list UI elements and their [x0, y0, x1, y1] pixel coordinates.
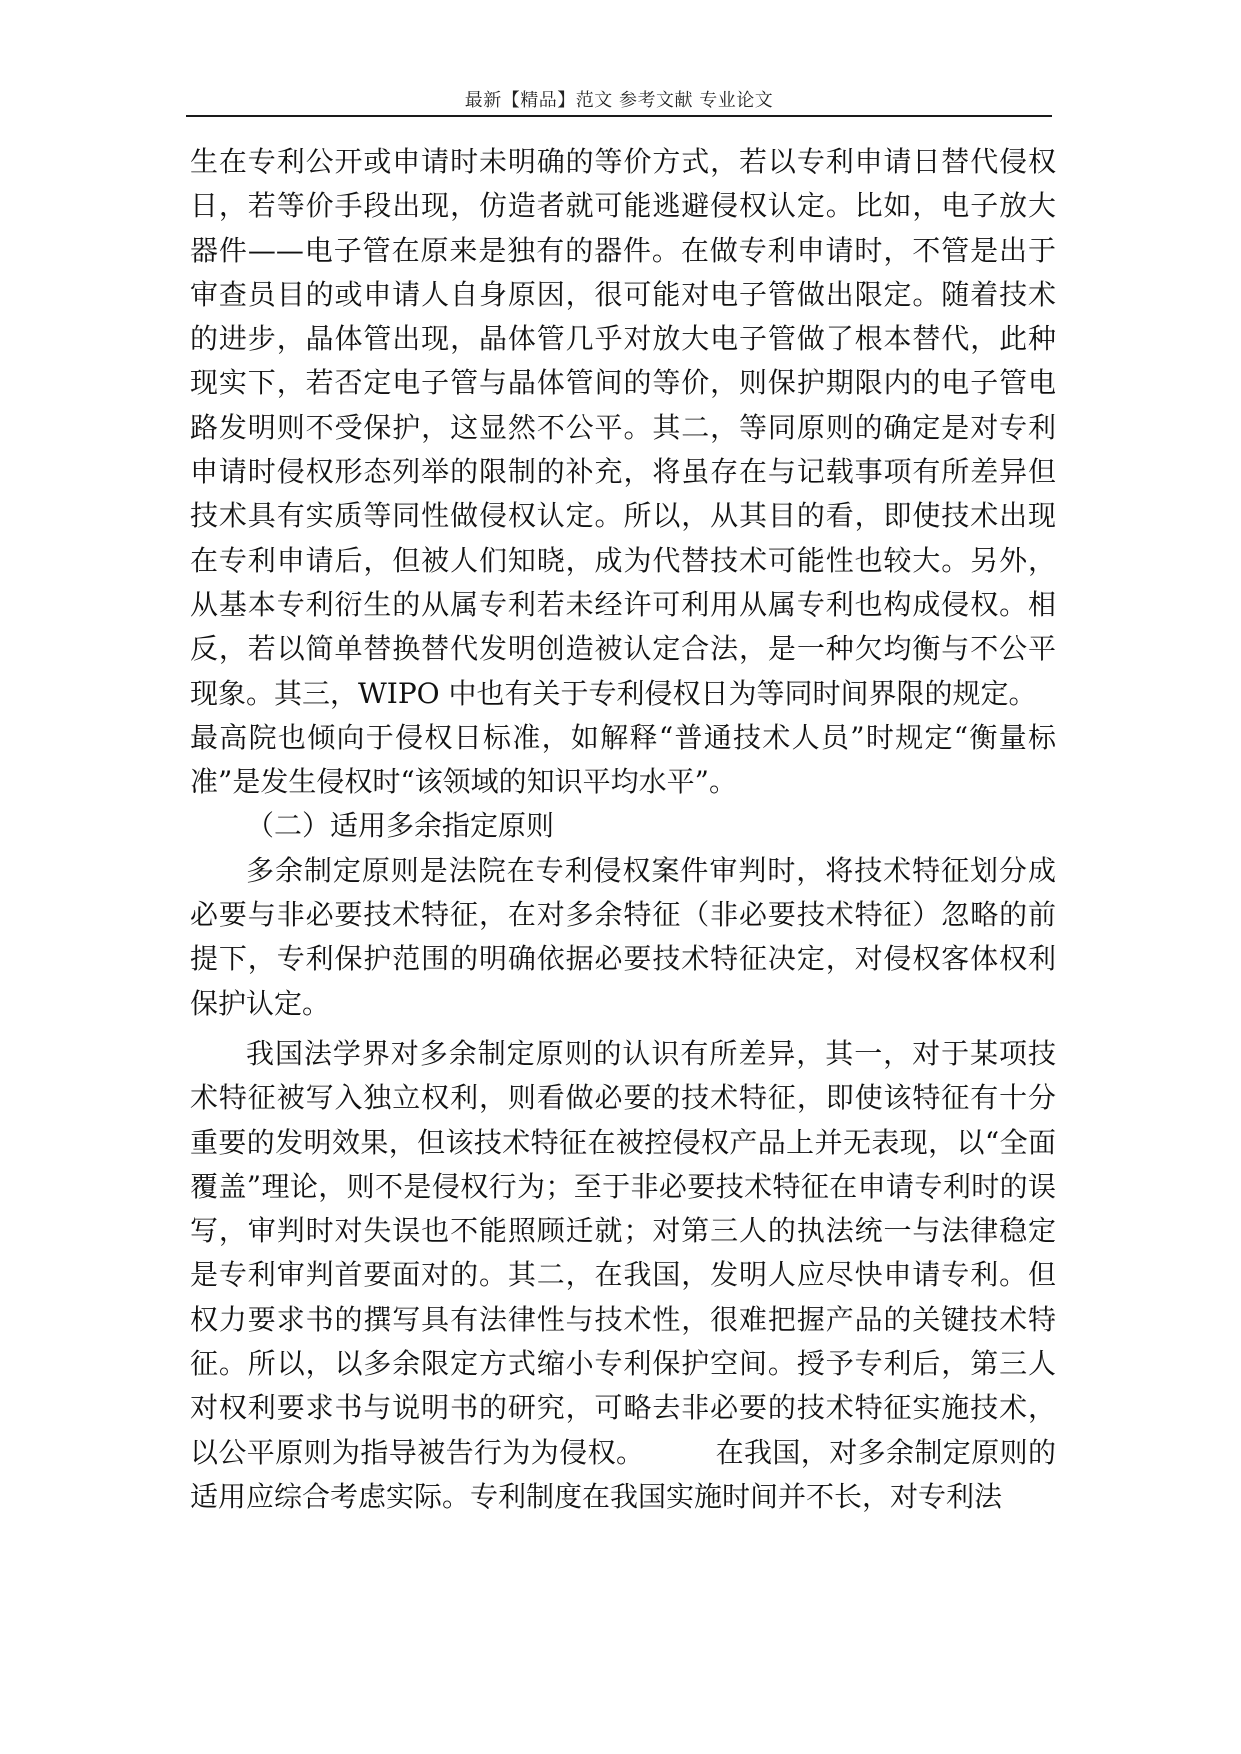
section-heading: （二）适用多余指定原则 — [246, 809, 555, 843]
page-header: 最新【精品】范文 参考文献 专业论文 — [464, 90, 774, 111]
paragraph-continuation: 生在专利公开或申请时未明确的等价方式，若以专利申请日替代侵权日，若等价手段出现，仿造者就可能逃避侵权认定。比如，电子放大器件——电子管在原来是独有的器件。在做专利申请时，不管是出于审查员目的或申请人自身原因，很可能对电子管做出限定。随着技术的进步，晶体管出现，晶体管几乎对放大电子管做了根本替代，此种现实下，若否定电子管与晶体管间的等价，则保护期限内的电子管电路发明则不受保护，这显然不公平。其二，等同原则的确定是对专利申请时侵权形态列举的限制的补充，将虽存在与记载事项有所差异但技术具有实质等同性做侵权认定。所以，从其目的看，即使技术出现在专利申请后，但被人们知晓，成为代替技术可能性也较大。另外，从基本专利衍生的从属专利若未经许可利用从属专利也构成侵权。相反，若以简单替换替代发明创造被认定合法，是一种欠均衡与不公平现象。其三，WIPO 中也有关于专利侵权日为等同时间界限的规定。 — [190, 145, 1056, 710]
paragraph-supreme-court: 最高院也倾向于侵权日标准，如解释“普通技术人员”时规定“衡量标准”是发生侵权时“该领域的知识平均水平”。 — [190, 720, 1056, 799]
paragraph-definition: 多余制定原则是法院在专利侵权案件审判时，将技术特征划分成必要与非必要技术特征，在对多余特征（非必要技术特征）忽略的前提下，专利保护范围的明确依据必要技术特征决定，对侵权客体权利保护认定。 — [190, 853, 1056, 1020]
document-body — [190, 140, 1056, 1519]
header-divider — [186, 115, 1052, 117]
paragraph-views: 我国法学界对多余制定原则的认识有所差异，其一，对于某项技术特征被写入独立权利，则看做必要的技术特征，即使该特征有十分重要的发明效果，但该技术特征在被控侵权产品上并无表现，以“全面覆盖”理论，则不是侵权行为；至于非必要技术特征在申请专利时的误写，审判时对失误也不能照顾迁就；对第三人的执法统一与法律稳定是专利审判首要面对的。其二，在我国，发明人应尽快申请专利。但权力要求书的撰写具有法律性与技术性，很难把握产品的关键技术特征。所以，以多余限定方式缩小专利保护空间。授予专利后，第三人对权利要求书与说明书的研究，可略去非必要的技术特征实施技术，以公平原则为指导被告行为为侵权。 在我国，对多余制定原则的适用应综合考虑实际。专利制度在我国实施时间并不长，对专利法 — [190, 1036, 1056, 1513]
